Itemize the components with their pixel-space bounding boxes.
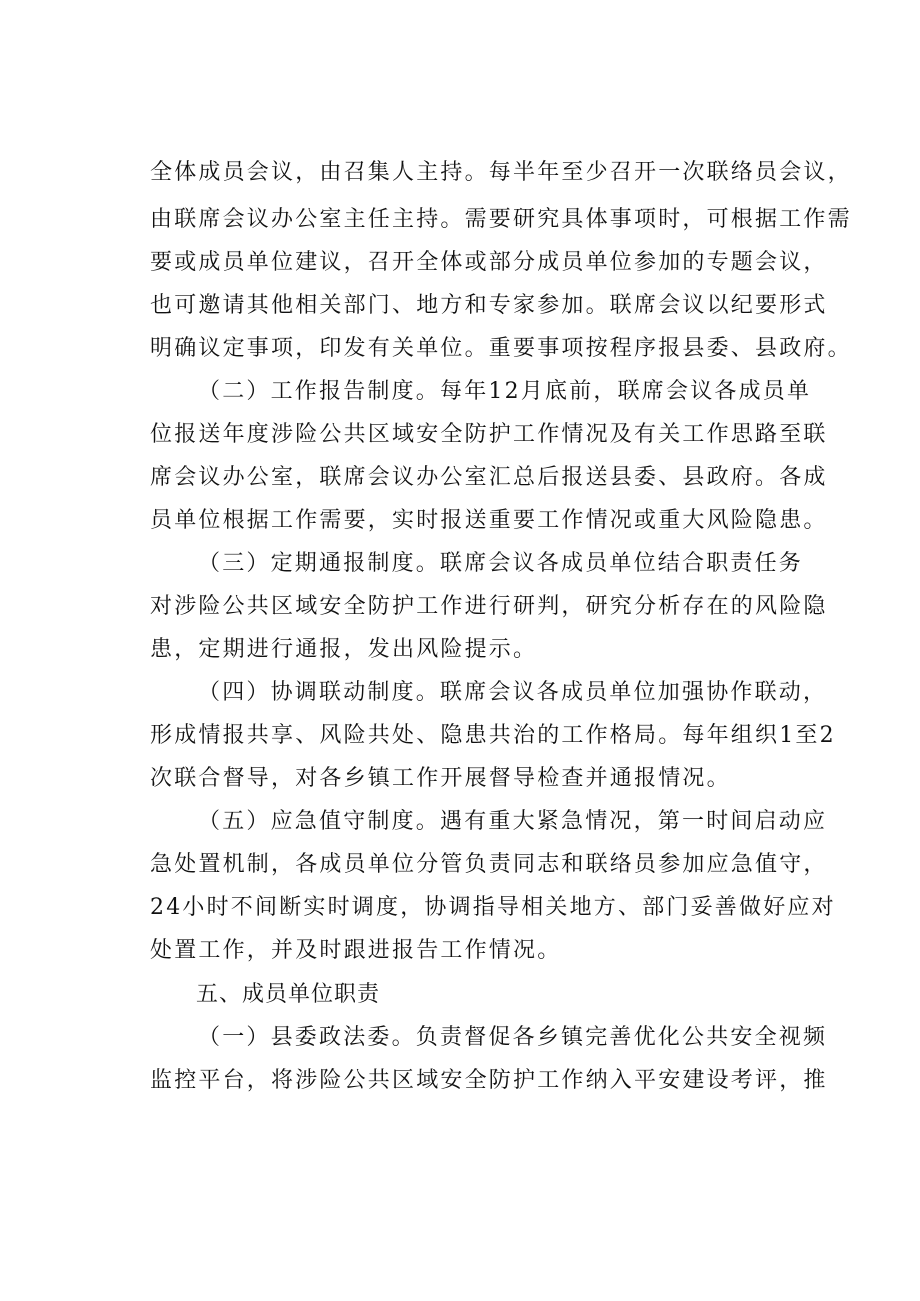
paragraph-line: 由联席会议办公室主任主持。需要研究具体事项时，可根据工作需: [150, 207, 852, 232]
paragraph-line: 形成情报共享、风险共处、隐患共治的工作格局。每年组织1至2: [150, 723, 836, 748]
paragraph-line: （四）协调联动制度。联席会议各成员单位加强协作联动，: [198, 680, 828, 705]
section-heading: 五、成员单位职责: [196, 982, 381, 1007]
paragraph-line: （三）定期通报制度。联席会议各成员单位结合职责任务: [198, 551, 804, 576]
paragraph-line: （五）应急值守制度。遇有重大紧急情况，第一时间启动应: [198, 809, 828, 834]
paragraph-line: 位报送年度涉险公共区域安全防护工作情况及有关工作思路至联: [150, 422, 828, 447]
paragraph-line: 急处置机制，各成员单位分管负责同志和联络员参加应急值守，: [150, 852, 828, 877]
paragraph-line: （一）县委政法委。负责督促各乡镇完善优化公共安全视频: [198, 1025, 828, 1050]
paragraph-line: 监控平台，将涉险公共区域安全防护工作纳入平安建设考评，推: [150, 1068, 828, 1093]
paragraph-line: 席会议办公室，联席会议办公室汇总后报送县委、县政府。各成: [150, 465, 828, 490]
paragraph-line: 明确议定事项，印发有关单位。重要事项按程序报县委、县政府。: [150, 336, 852, 361]
paragraph-line: 也可邀请其他相关部门、地方和专家参加。联席会议以纪要形式: [150, 293, 828, 318]
paragraph-line: 患，定期进行通报，发出风险提示。: [150, 637, 538, 662]
paragraph-line: 全体成员会议，由召集人主持。每半年至少召开一次联络员会议，: [150, 160, 852, 185]
paragraph-line: 要或成员单位建议，召开全体或部分成员单位参加的专题会议，: [150, 250, 828, 275]
paragraph-line: 对涉险公共区域安全防护工作进行研判，研究分析存在的风险隐: [150, 594, 828, 619]
paragraph-line: （二）工作报告制度。每年12月底前，联席会议各成员单: [198, 379, 812, 404]
paragraph-line: 次联合督导，对各乡镇工作开展督导检查并通报情况。: [150, 766, 731, 791]
paragraph-line: 员单位根据工作需要，实时报送重要工作情况或重大风险隐患。: [150, 508, 828, 533]
paragraph-line: 处置工作，并及时跟进报告工作情况。: [150, 938, 562, 963]
paragraph-line: 24小时不间断实时调度，协调指导相关地方、部门妥善做好应对: [150, 895, 836, 920]
